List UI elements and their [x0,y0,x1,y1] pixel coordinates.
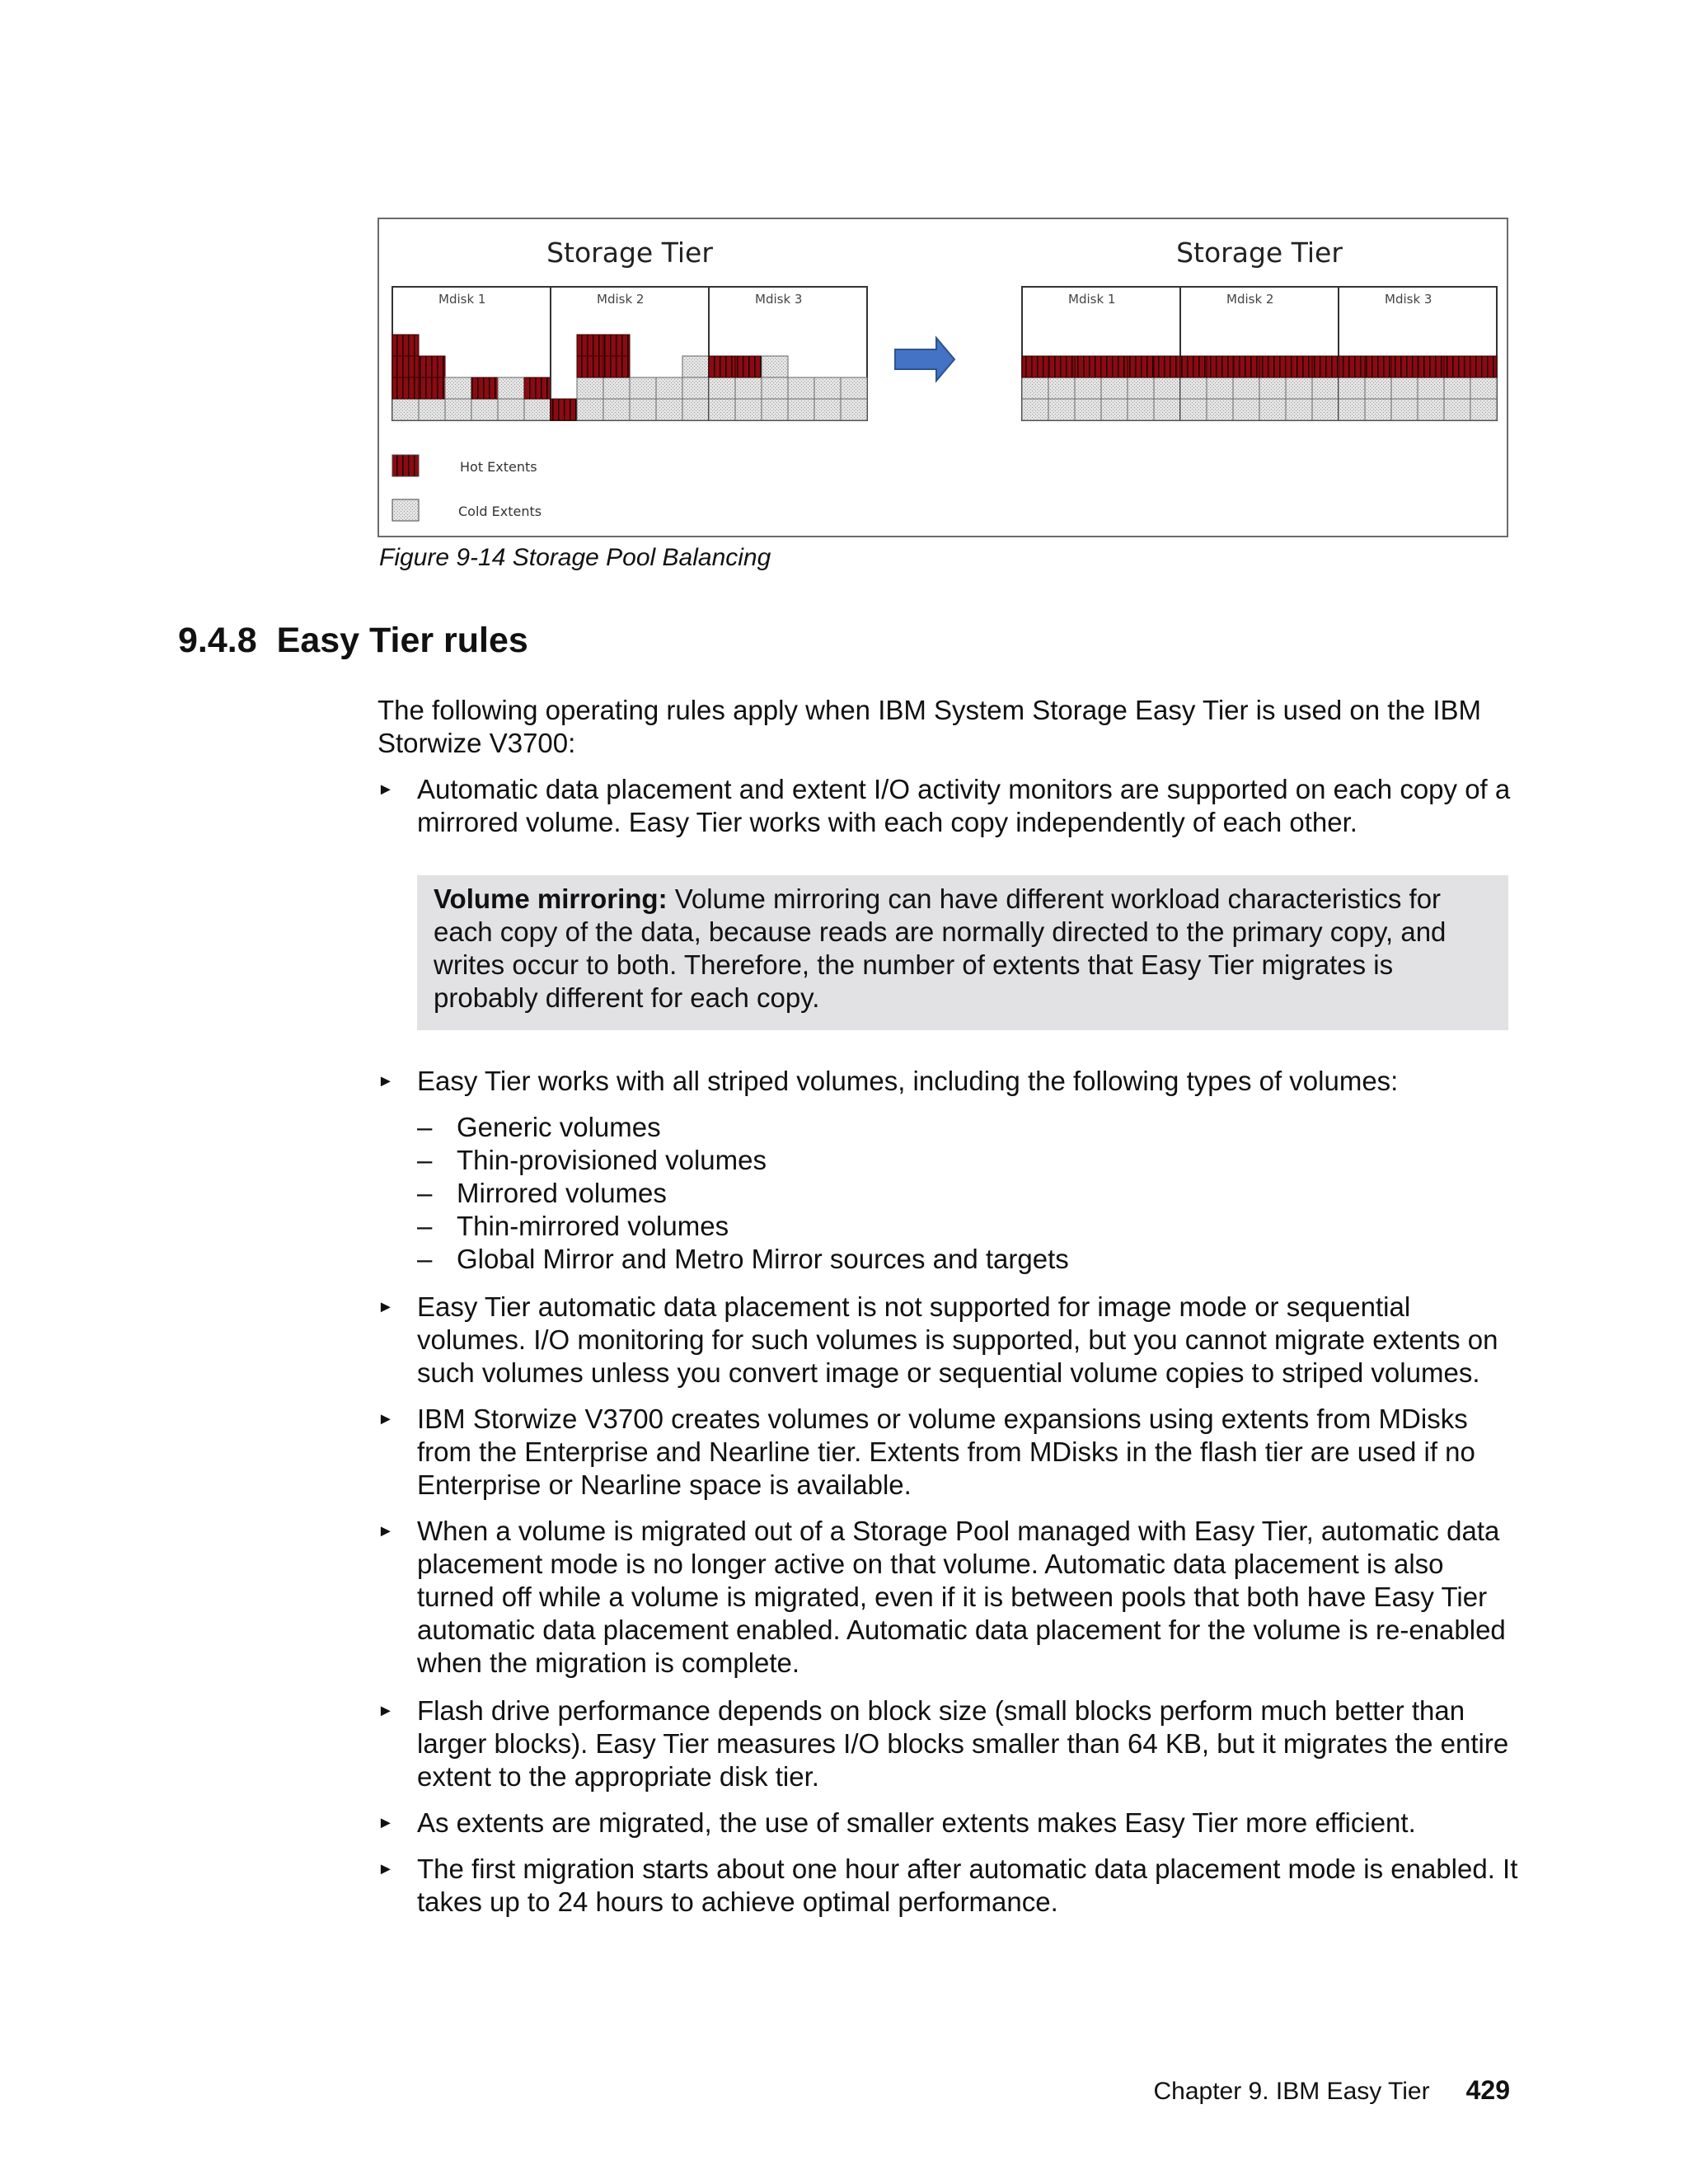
cold-extent [762,377,788,399]
cold-extent [1207,399,1233,420]
cold-extents-label: Cold Extents [458,504,542,519]
list-item-text: Thin-provisioned volumes [457,1145,767,1175]
bullet-text: When a volume is migrated out of a Storage Pool managed with Easy Tier, automatic data placement mode is no longer active on that volume. Automatic data placement is also turned off while a volume is migrated, even if it is between pools that both have Easy Tier automatic data placement enabled. Automatic data placement for the volume is re-enabled when the migration is complete. [417,1516,1506,1678]
hot-extent [1207,356,1233,377]
bullet-arrow-icon: ► [377,780,394,799]
hot-extent [1101,356,1128,377]
cold-extent [1259,399,1286,420]
cold-extent [1075,399,1101,420]
hot-extent [709,356,735,377]
cold-extent [762,399,788,420]
cold-extent [735,377,762,399]
footer-chapter: Chapter 9. IBM Easy Tier [1153,2078,1430,2105]
cold-extent [1365,377,1391,399]
cold-extent [841,399,867,420]
cold-extent [498,399,524,420]
mdisk-label: Mdisk 2 [1226,292,1274,307]
list-item-text: Global Mirror and Metro Mirror sources and targets [457,1244,1069,1274]
list-item-text: Thin-mirrored volumes [457,1211,729,1241]
cold-extent [1286,399,1312,420]
cold-extent [603,377,630,399]
note-label: Volume mirroring: [434,883,668,914]
hot-extent [419,356,445,377]
hot-extent [1339,356,1365,377]
cold-extent [1470,377,1497,399]
hot-extent [1022,356,1048,377]
intro-paragraph: The following operating rules apply when IBM System Storage Easy Tier is used on the IBM Storwize V3700: [377,695,1481,758]
hot-extent [603,335,630,356]
cold-extent [656,399,682,420]
cold-extent [682,399,709,420]
figure-caption: Figure 9-14 Storage Pool Balancing [379,544,771,571]
cold-extent [762,356,788,377]
bullet-arrow-icon: ► [377,1410,394,1428]
figure-storage-pool-balancing [377,218,1508,537]
cold-extent [392,399,419,420]
list-item-text: Mirrored volumes [457,1178,667,1208]
left-storage-grid [392,287,867,420]
cold-extent [1207,377,1233,399]
hot-extent [392,377,419,399]
bullet-text: As extents are migrated, the use of smaller extents makes Easy Tier more efficient. [417,1807,1416,1838]
page-footer [1153,2075,1510,2106]
note-box-volume-mirroring [417,875,1508,1030]
cold-extent [1101,399,1128,420]
hot-extent [1365,356,1391,377]
cold-extent [1128,377,1154,399]
bullet-arrow-icon: ► [377,1072,394,1090]
hot-extent [1444,356,1470,377]
cold-extent [1444,377,1470,399]
cold-extent [1259,377,1286,399]
hot-extents-label: Hot Extents [460,459,537,475]
hot-extent [735,356,762,377]
mdisk-label: Mdisk 1 [1068,292,1116,307]
hot-extent [471,377,498,399]
cold-extent [709,399,735,420]
bullet-text: Flash drive performance depends on block size (small blocks perform much better than larger blocks). Easy Tier measures I/O blocks smaller than 64 KB, but it migrates the entire extent to the appropriate disk tier. [417,1695,1509,1792]
hot-extent [1233,356,1259,377]
hot-extent [419,377,445,399]
cold-extent-swatch [392,499,419,521]
cold-extent [1048,377,1075,399]
cold-extent [1154,399,1180,420]
mdisk-label: Mdisk 3 [755,292,803,307]
cold-extent [1339,377,1365,399]
hot-extent [603,356,630,377]
hot-extent [1418,356,1444,377]
page-number: 429 [1465,2075,1510,2105]
hot-extent-swatch [392,455,419,476]
cold-extent [1180,377,1207,399]
cold-extent [577,377,603,399]
cold-extent [445,377,471,399]
cold-extent [788,377,814,399]
cold-extent [682,377,709,399]
storage-pool-diagram [379,219,1510,539]
cold-extent [1128,399,1154,420]
cold-extent [1022,399,1048,420]
list-item-text: Generic volumes [457,1112,661,1142]
hot-extent [392,356,419,377]
bullet-text: IBM Storwize V3700 creates volumes or volume expansions using extents from MDisks from the Enterprise and Nearline tier. Extents from MDisks in the flash tier are used if no Enterprise or Nearline space is available. [417,1404,1475,1500]
section-heading [178,621,528,661]
cold-extent [1286,377,1312,399]
hot-extent [577,335,603,356]
cold-extent [630,399,656,420]
hot-extent [1259,356,1286,377]
mdisk-label: Mdisk 1 [438,292,486,307]
hot-extent [1154,356,1180,377]
right-storage-grid [1022,287,1497,420]
hot-extent [1312,356,1339,377]
hot-extent [392,335,419,356]
cold-extent [1391,399,1418,420]
bullet-text: Automatic data placement and extent I/O activity monitors are supported on each copy of a mirrored volume. Easy Tier works with each copy independently of each other. [417,774,1511,837]
bullet-arrow-icon: ► [377,1522,394,1540]
hot-extent [1470,356,1497,377]
cold-extent [524,399,551,420]
cold-extent [735,399,762,420]
right-tier-title: Storage Tier [1176,237,1343,269]
hot-extent [577,356,603,377]
cold-extent [709,377,735,399]
hot-extent [1075,356,1101,377]
hot-extent [1128,356,1154,377]
cold-extent [788,399,814,420]
bullet-text: Easy Tier automatic data placement is not supported for image mode or sequential volumes. I/O monitoring for such volumes is supported, but you cannot migrate extents on such volumes unless you convert image or sequential volume copies to striped volumes. [417,1291,1498,1388]
cold-extent [841,377,867,399]
cold-extent [1312,377,1339,399]
bullet-text: The first migration starts about one hour after automatic data placement mode is enabled. It takes up to 24 hours to achieve optimal performance. [417,1854,1518,1917]
cold-extent [1418,377,1444,399]
cold-extent [1470,399,1497,420]
cold-extent [1048,399,1075,420]
hot-extent [1286,356,1312,377]
cold-extent [1312,399,1339,420]
cold-extent [1365,399,1391,420]
cold-extent [1075,377,1101,399]
section-title: Easy Tier rules [276,621,528,660]
cold-extent [814,399,841,420]
bullet-arrow-icon: ► [377,1298,394,1316]
left-tier-title: Storage Tier [546,237,713,269]
cold-extent [419,399,445,420]
bullet-arrow-icon: ► [377,1860,394,1878]
cold-extent [1444,399,1470,420]
mdisk-label: Mdisk 3 [1385,292,1432,307]
bullet-arrow-icon: ► [377,1814,394,1832]
cold-extent [603,399,630,420]
arrow-icon [895,338,954,381]
bullet-arrow-icon: ► [377,1702,394,1720]
section-number: 9.4.8 [178,621,257,660]
cold-extent [656,377,682,399]
cold-extent [1233,399,1259,420]
cold-extent [1418,399,1444,420]
cold-extent [471,399,498,420]
note-text: Volume mirroring can have different workload characteristics for each copy of the data, because reads are normally directed to the primary copy, and writes occur to both. Therefore, the number of extents that Easy Tier migrates is probably different for each copy. [434,883,1447,1013]
cold-extent [1391,377,1418,399]
cold-extent [1180,399,1207,420]
hot-extent [551,399,577,420]
cold-extent [1233,377,1259,399]
hot-extent [1048,356,1075,377]
cold-extent [630,377,656,399]
bullet-text: Easy Tier works with all striped volumes, including the following types of volumes: [417,1066,1399,1096]
cold-extent [577,399,603,420]
cold-extent [682,356,709,377]
hot-extent [1391,356,1418,377]
cold-extent [1339,399,1365,420]
cold-extent [814,377,841,399]
mdisk-label: Mdisk 2 [597,292,645,307]
cold-extent [1154,377,1180,399]
hot-extent [1180,356,1207,377]
cold-extent [1101,377,1128,399]
cold-extent [498,377,524,399]
hot-extent [524,377,551,399]
cold-extent [445,399,471,420]
cold-extent [1022,377,1048,399]
